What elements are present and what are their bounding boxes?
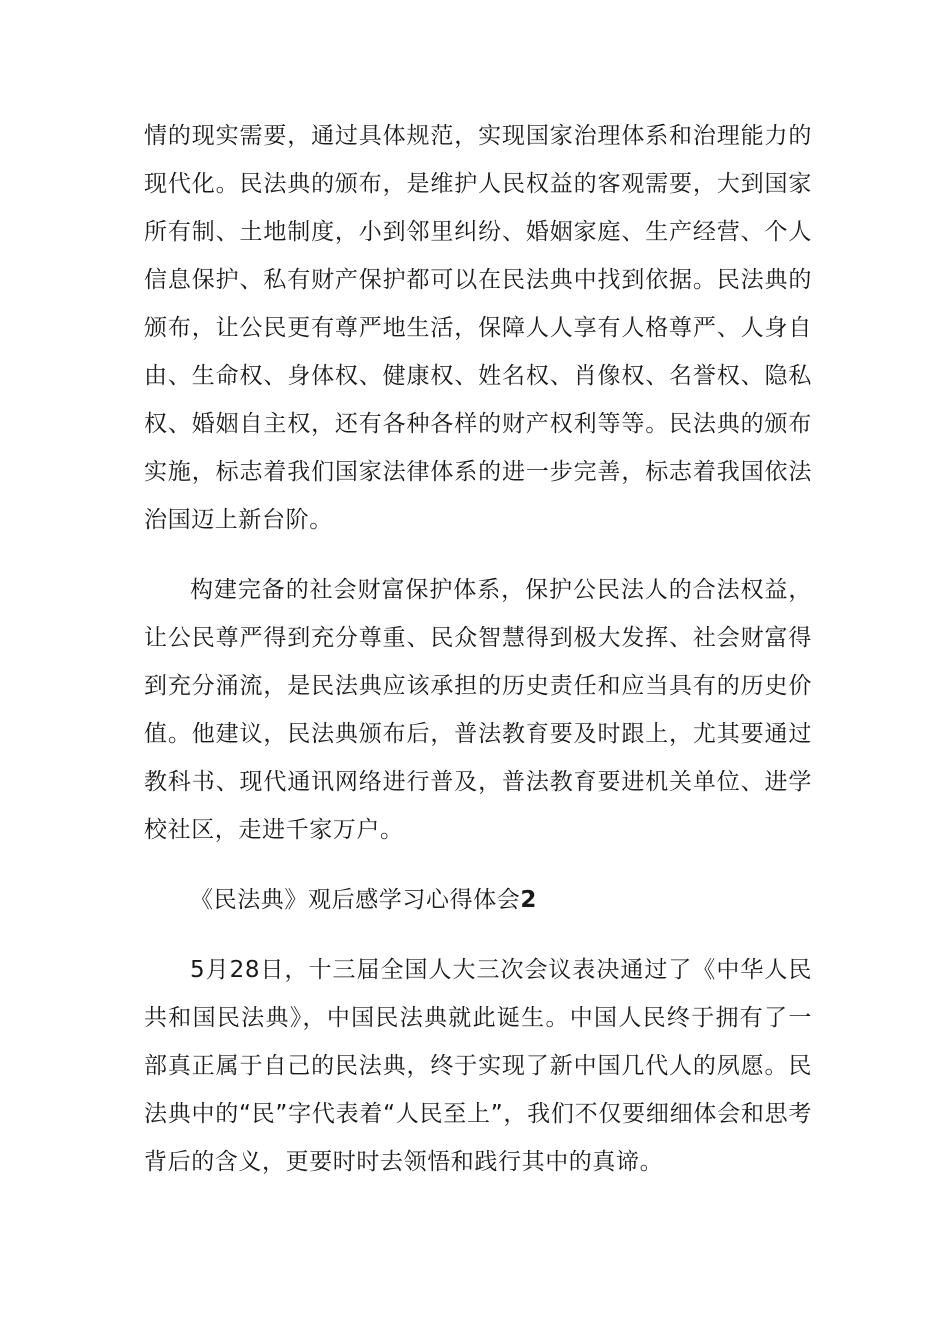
paragraph-1: 情的现实需要，通过具体规范，实现国家治理体系和治理能力的现代化。民法典的颁布，是维护人民权益的客观需要，大到国家所有制、土地制度，小到邻里纠纷、婚姻家庭、生产经营、个人信息保护、私有财产保护都可以在民法典中找到依据。民法典的颁布，让公民更有尊严地生活，保障人人享有人格尊严、人身自由、生命权、身体权、健康权、姓名权、肖像权、名誉权、隐私权、婚姻自主权，还有各种各样的财产权利等等。民法典的颁布实施，标志着我们国家法律体系的进一步完善，标志着我国依法治国迈上新台阶。	[144, 123, 812, 533]
paragraph-gap	[144, 854, 812, 876]
paragraph-2: 构建完备的社会财富保护体系，保护公民法人的合法权益，让公民尊严得到充分尊重、民众智慧得到极大发挥、社会财富得到充分涌流，是民法典应该承担的历史责任和应当具有的历史价值。他建议，民法典颁布后，普法教育要及时跟上，尤其要通过教科书、现代通讯网络进行普及，普法教育要进机关单位、进学校社区，走进千家万户。	[144, 577, 812, 843]
paragraph-gap	[144, 924, 812, 946]
paragraph-gap	[144, 544, 812, 566]
section-heading	[144, 876, 812, 924]
section-heading-number: 2	[520, 887, 538, 913]
document-body	[144, 112, 812, 1186]
paragraph-3: 5月28日，十三届全国人大三次会议表决通过了《中华人民共和国民法典》，中国民法典就此诞生。中国人民终于拥有了一部真正属于自己的民法典，终于实现了新中国几代人的夙愿。民法典中的“民”字代表着“人民至上”，我们不仅要细细体会和思考背后的含义，更要时时去领悟和践行其中的真谛。	[144, 957, 812, 1175]
section-heading-title: 《民法典》观后感学习心得体会	[190, 887, 521, 913]
